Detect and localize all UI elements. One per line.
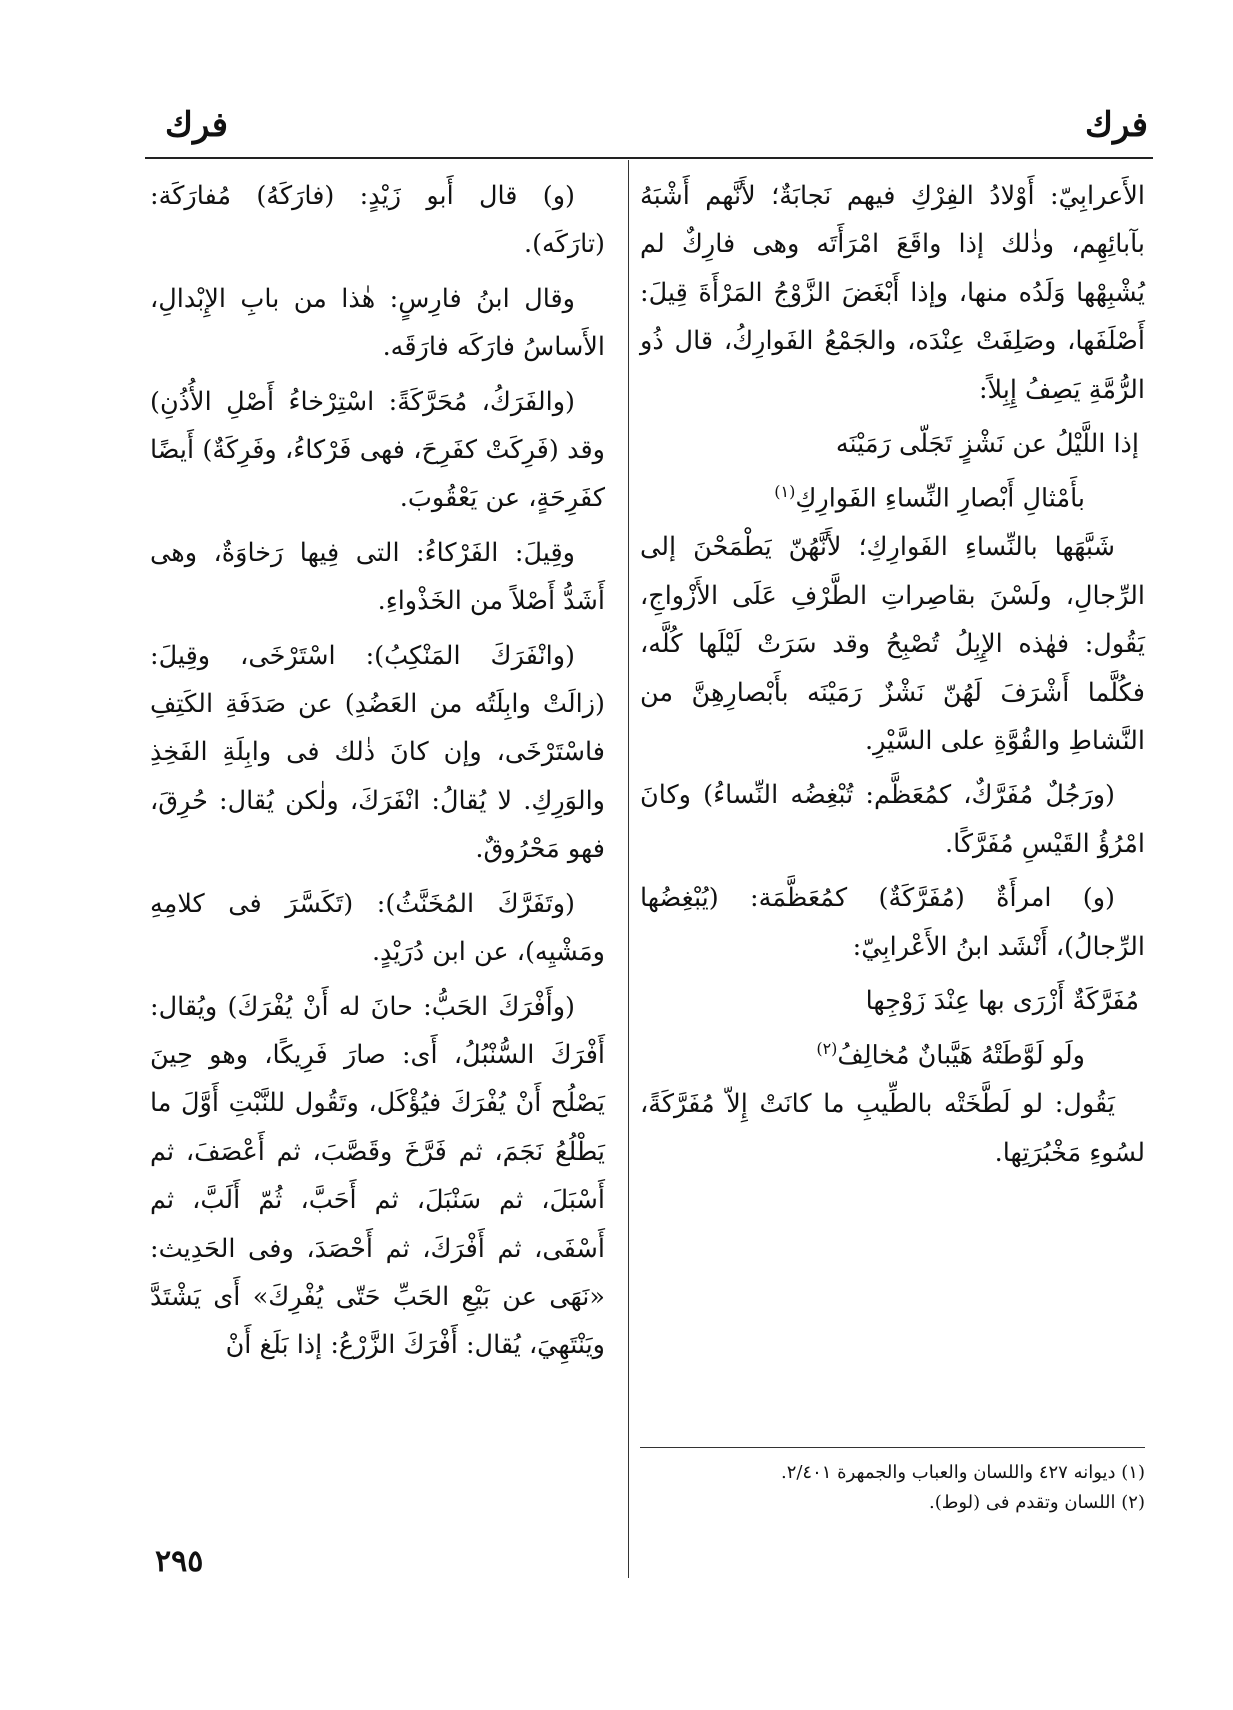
paragraph: (و) امرأَةٌ (مُفَرَّكَةٌ) كمُعَظَّمَة: (يُبْغِضُها الرِّجالُ)، أَنْشَد ابنُ الأَعْرابِيّ:	[640, 883, 1145, 962]
page-number: ٢٩٥	[155, 1544, 204, 1579]
running-header-right: فرك	[1084, 105, 1148, 145]
paragraph: وقال ابنُ فارِسٍ: هٰذا من بابِ الإِبْدالِ، الأَساسُ فارَكَه فارَقَه.	[150, 283, 605, 363]
verse-line: مُفَرَّكَةٌ أَزْرَى بها عِنْدَ زَوْجِها	[865, 986, 1139, 1016]
footnote: (١) ديوانه ٤٢٧ واللسان والعباب والجمهرة ٢/٤٠١.	[780, 1462, 1145, 1483]
left-column	[150, 172, 605, 1376]
verse-line	[640, 468, 1145, 523]
column-divider	[628, 160, 629, 1578]
paragraph: (ورَجُلٌ مُفَرَّكٌ، كمُعَظَّم: تُبْغِضُه النِّساءُ) وكانَ امْرُؤُ القَيْسِ مُفَرَّكًا.	[640, 780, 1145, 859]
verse-line: إذا اللَّيْلُ عن نَشْزٍ تَجَلّى رَمَيْنَه	[835, 429, 1139, 460]
paragraph: (والفَرَكُ، مُحَرَّكَةً: اسْتِرْخاءُ أَصْلِ الأُذُنِ) وقد (فَرِكَتْ كفَرِحَ، فهى فَرْكاءُ، وفَرِكَةٌ) أَيضًا كفَرِحَةٍ، عن يَعْقُوبَ.	[150, 386, 605, 514]
paragraph: يَقُول: لو لَطَّخَتْه بالطِّيبِ ما كانَتْ إِلاّ مُفَرَّكَةً، لسُوءِ مَخْبُرَتِها.	[640, 1089, 1145, 1168]
footnotes	[640, 1458, 1145, 1518]
running-header-left: فرك	[165, 105, 229, 145]
paragraph: (وتَفَرَّكَ المُخَنَّثُ): (تَكَسَّرَ فى كلامِهِ ومَشْيِه)، عن ابن دُرَيْدٍ.	[150, 888, 605, 968]
paragraph: وقِيلَ: الفَرْكاءُ: التى فِيها رَخاوَةٌ، وهى أَشَدُّ أَصْلاً من الخَذْواءِ.	[150, 537, 605, 617]
header-rule	[145, 157, 1153, 159]
right-column	[640, 172, 1145, 1183]
paragraph: شَبَّهَها بالنِّساءِ الفَوارِكِ؛ لأَنَّهُنّ يَطْمَحْنَ إلى الرِّجالِ، ولَسْنَ بقاصِراتِ الطَّرْفِ عَلَى الأَزْواجِ، يَقُول: فهٰذه الإِبِلُ تُصْبِحُ وقد سَرَتْ لَيْلَها كُلَّه، فكُلَّما أَشْرَفَ لَهُنّ نَشْزٌ رَمَيْنَه بأَبْصارِهِنَّ من النَّشاطِ والقُوَّةِ على السَّيْرِ.	[640, 532, 1145, 756]
footnote-marker: (١)	[774, 482, 796, 502]
verse-text: بأَمْثالِ أَبْصارِ النِّساءِ الفَوارِكِ	[795, 483, 1085, 514]
paragraph: (و) قال أَبو زَيْدٍ: (فارَكَهُ) مُفارَكَة: (تارَكَه).	[150, 181, 605, 260]
paragraph: (وأَفْرَكَ الحَبُّ: حانَ له أَنْ يُفْرَكَ) ويُقال: أَفْرَكَ السُّنْبُلُ، أَى: صارَ فَرِيكًا، وهو حِينَ يَصْلُح أَنْ يُفْرَكَ فيُؤْكَل، وتَقُول للنَّبْتِ أَوَّلَ ما يَطْلُعُ نَجَمَ، ثم فَرَّخَ وقَصَّبَ، ثم أَعْصَفَ، ثم أَسْبَلَ، ثم سَنْبَلَ، ثم أَحَبَّ، ثُمّ أَلَبَّ، ثم أَسْفَى، ثم أَفْرَكَ، ثم أَحْصَدَ، وفى الحَدِيث: «نَهَى عن بَيْعِ الحَبِّ حَتّى يُفْرِكَ» أَى يَشْتَدَّ ويَنْتَهِيَ، يُقال: أَفْرَكَ الزَّرْعُ: إذا بَلَغ أَنْ	[150, 991, 605, 1361]
footnote-rule	[640, 1447, 1145, 1448]
footnote: (٢) اللسان وتقدم فى (لوط).	[928, 1492, 1145, 1513]
paragraph: (وانْفَرَكَ المَنْكِبُ): اسْتَرْخَى، وقِيلَ: (زالَتْ وابِلَتُه من العَضُدِ) عن صَدَفَةِ الكَتِفِ فاسْتَرْخَى، وإن كانَ ذٰلك فى وابِلَةِ الفَخِذِ والوَرِكِ. لا يُقالُ: انْفَرَكَ، ولٰكن يُقال: حُرِقَ، فهو مَحْرُوقٌ.	[150, 640, 605, 865]
verse-line	[640, 1025, 1145, 1080]
footnote-marker: (٢)	[816, 1039, 838, 1059]
paragraph: الأَعرابِيّ: أَوْلادُ الفِرْكِ فيهم نَجابَةٌ؛ لأَنَّهم أَشْبَهُ بآبائِهِم، وذٰلك إذا واقَعَ امْرَأَتَه وهى فارِكٌ لم يُشْبِهْها وَلَدُه منها، وإذا أَبْغَضَ الزَّوْجُ المَرْأَةَ قِيلَ: أَصْلَفَها، وصَلِفَتْ عِنْدَه، والجَمْعُ الفَوارِكُ، قال ذُو الرُّمَّةِ يَصِفُ إِبِلاً:	[640, 181, 1145, 405]
verse-text: ولَو لَوَّطَتْهُ هَيَّبانٌ مُخالِفُ	[837, 1040, 1085, 1071]
